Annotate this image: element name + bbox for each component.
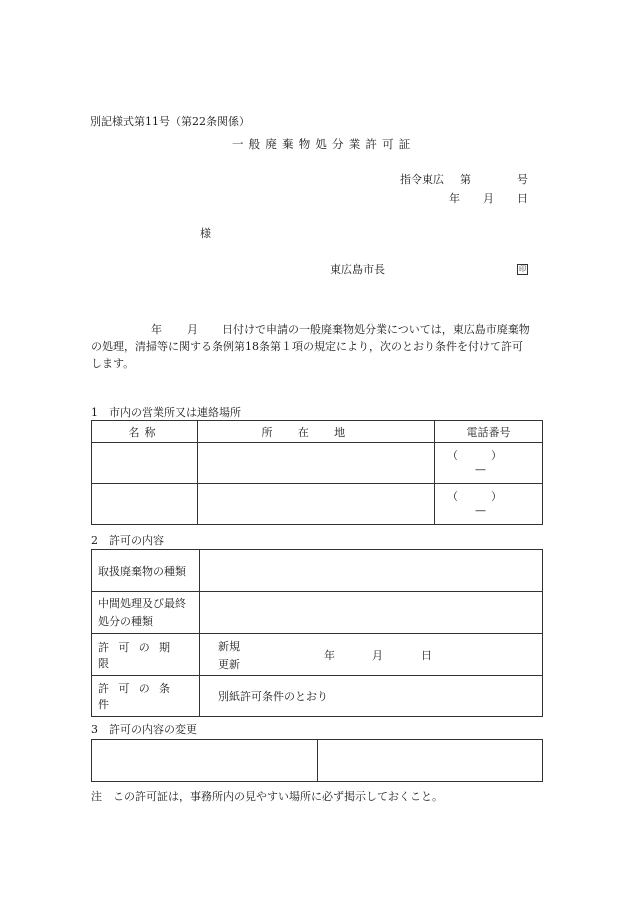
section3-heading: 3 許可の内容の変更 xyxy=(91,723,197,736)
term-renew: 更新 xyxy=(218,658,240,671)
col-name: 名称 xyxy=(92,421,198,443)
phone-area-code: （ ） xyxy=(447,490,502,503)
term-new: 新規 xyxy=(218,640,240,653)
body-year: 年 xyxy=(151,323,162,336)
change-cell-right xyxy=(318,740,543,782)
condition-value: 別紙許可条件のとおり xyxy=(200,676,543,717)
term-month: 月 xyxy=(372,649,383,662)
document-title: 一般廃棄物処分業許可証 xyxy=(232,137,416,151)
section1-heading: 1 市内の営業所又は連絡場所 xyxy=(91,406,241,419)
office-location-cell xyxy=(198,443,435,484)
body-line-3: します。 xyxy=(91,357,135,370)
term-year: 年 xyxy=(324,649,335,662)
permit-content-table xyxy=(91,549,543,717)
col-location: 所在地 xyxy=(198,421,435,443)
office-table xyxy=(91,420,543,525)
section2-heading: 2 許可の内容 xyxy=(91,534,164,547)
number-go: 号 xyxy=(517,173,528,186)
addressee-sama: 様 xyxy=(200,227,211,240)
table-row xyxy=(92,634,543,676)
form-number: 別記様式第11号（第22条関係） xyxy=(90,115,250,128)
table-row xyxy=(92,443,543,484)
office-location-cell xyxy=(198,484,435,525)
condition-label: 許可の条件 xyxy=(92,676,200,717)
footer-note: 注 この許可証は，事務所内の見やすい場所に必ず掲示しておくこと。 xyxy=(91,790,443,803)
table-row xyxy=(92,592,543,634)
term-day: 日 xyxy=(421,649,432,662)
office-name-cell xyxy=(92,443,198,484)
waste-type-value xyxy=(200,550,543,592)
disposal-type-label: 中間処理及び最終処分の種類 xyxy=(92,592,200,634)
col-phone: 電話番号 xyxy=(435,421,543,443)
body-line-2: の処理，清掃等に関する条例第18条第１項の規定により，次のとおり条件を付けて許可 xyxy=(91,340,523,353)
seal-mark xyxy=(517,261,528,275)
waste-type-label: 取扱廃棄物の種類 xyxy=(92,550,200,592)
phone-area-code: （ ） xyxy=(447,449,502,462)
office-name-cell xyxy=(92,484,198,525)
change-table xyxy=(91,739,543,782)
number-dai: 第 xyxy=(460,173,471,186)
table-row xyxy=(92,484,543,525)
term-label: 許可の期限 xyxy=(92,634,200,676)
issuer-title: 東広島市長 xyxy=(330,263,385,276)
table-row xyxy=(92,550,543,592)
directive-label: 指令東広 xyxy=(400,173,444,186)
body-month: 月 xyxy=(187,323,198,336)
date-month: 月 xyxy=(483,192,494,205)
phone-dash: — xyxy=(475,504,486,517)
table-row xyxy=(92,676,543,717)
change-cell-left xyxy=(92,740,318,782)
table-row xyxy=(92,740,543,782)
disposal-type-value xyxy=(200,592,543,634)
term-value xyxy=(200,634,543,676)
phone-dash: — xyxy=(475,463,486,476)
office-phone-cell xyxy=(435,484,543,525)
date-year: 年 xyxy=(449,192,460,205)
body-line-1: 日付けで申請の一般廃棄物処分業については，東広島市廃棄物 xyxy=(222,323,530,336)
seal-icon: 印 xyxy=(519,265,526,273)
office-table-header xyxy=(92,421,543,443)
office-phone-cell xyxy=(435,443,543,484)
date-day: 日 xyxy=(517,192,528,205)
